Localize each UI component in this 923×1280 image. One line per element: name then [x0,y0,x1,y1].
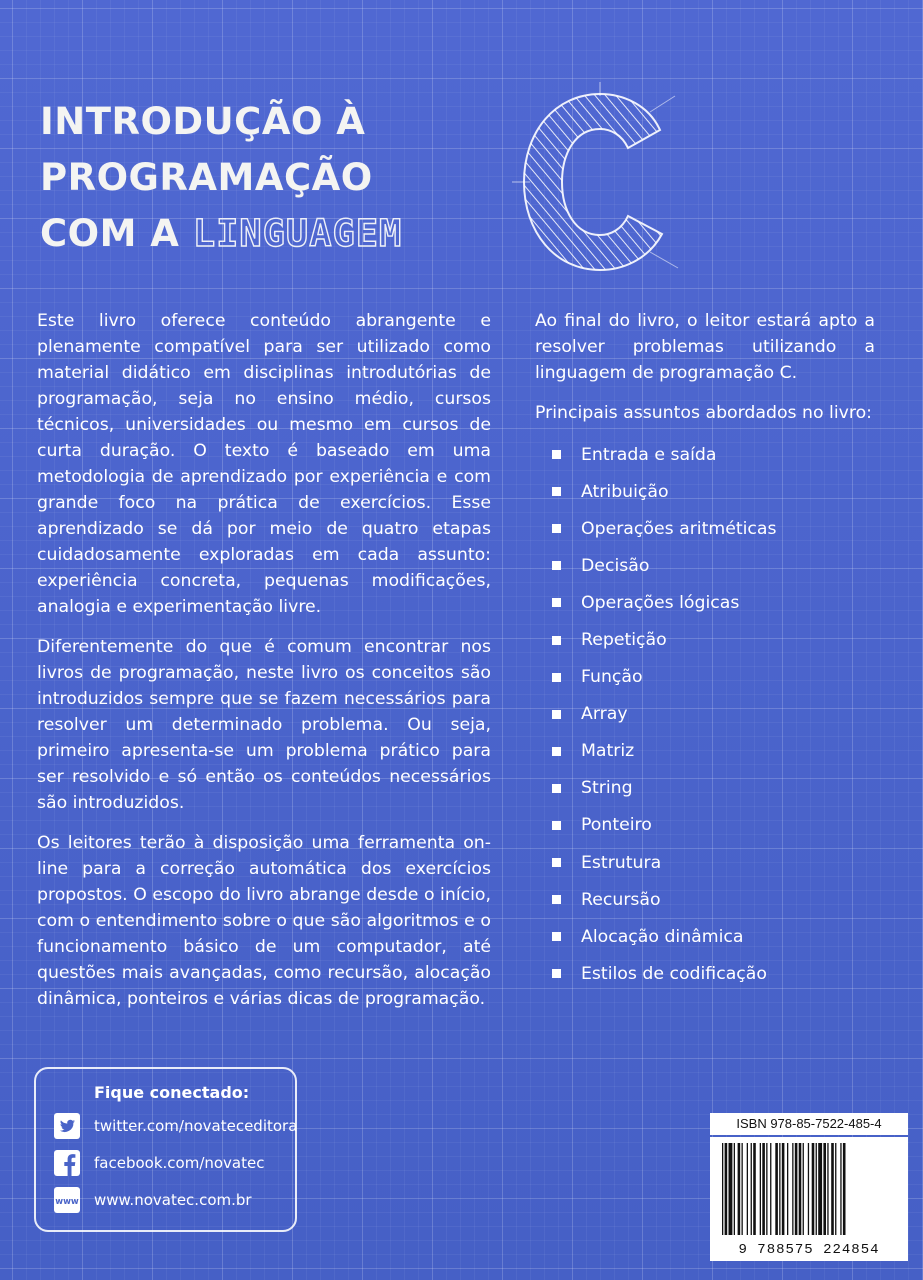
topic-label: Função [581,667,643,688]
bullet-square-icon [552,747,561,756]
barcode-bar [742,1143,743,1235]
title-line-1: INTRODUÇÃO À [40,100,366,143]
barcode-bar [779,1143,780,1235]
topic-label: Entrada e saída [581,444,717,465]
topic-label: Estrutura [581,852,662,873]
topic-label: Array [581,704,628,725]
topics-list [535,436,875,992]
topic-label: Atribuição [581,481,669,502]
barcode-bar [738,1143,741,1235]
topic-label: Alocação dinâmica [581,926,744,947]
list-item [535,844,875,881]
barcode [710,1137,908,1261]
list-item [535,807,875,844]
description-paragraph-3: Os leitores terão à disposição uma ferramenta on-line para a correção automática dos exercícios propostos. O escopo do livro abrange desde o início, com o entendimento sobre o que são algoritmos e o funcionamento básico de um computador, até questões mais avançadas, como recursão, alocação dinâmica, ponteiros e várias dicas de programação. [37,833,491,1009]
topic-label: Operações lógicas [581,592,740,613]
bullet-square-icon [552,969,561,978]
barcode-bar [812,1143,815,1235]
bullet-square-icon [552,821,561,830]
website-url: www.novatec.com.br [94,1191,252,1209]
title-handwritten-word: LINGUAGEM [192,212,403,255]
bullet-square-icon [552,858,561,867]
bullet-square-icon [552,673,561,682]
title-line-2: PROGRAMAÇÃO [40,156,373,199]
isbn-block [710,1113,910,1263]
title-line-3-prefix: COM A [40,212,193,255]
barcode-bar [795,1143,798,1235]
list-item [535,621,875,658]
topic-label: Matriz [581,741,635,762]
bullet-square-icon [552,710,561,719]
bullet-square-icon [552,784,561,793]
barcode-bar [782,1143,785,1235]
topic-label: Decisão [581,555,650,576]
topic-label: Estilos de codificação [581,963,767,984]
bullet-square-icon [552,895,561,904]
barcode-bar [827,1143,828,1235]
www-badge-text: www [55,1197,79,1207]
facebook-url: facebook.com/novatec [94,1154,265,1172]
barcode-bar [792,1143,793,1235]
list-item [535,473,875,510]
barcode-bar [753,1143,756,1235]
barcode-bar [722,1143,723,1235]
barcode-bar [775,1143,778,1235]
list-item [535,881,875,918]
list-item [535,955,875,992]
social-box-title: Fique conectado: [94,1083,250,1102]
topic-label: Ponteiro [581,815,652,836]
barcode-bar [729,1143,733,1235]
sketched-letter-c-logo [510,82,685,282]
list-item [535,584,875,621]
bullet-square-icon [552,487,561,496]
barcode-bar [751,1143,752,1235]
social-links-box [34,1067,297,1232]
barcode-bar [808,1143,809,1235]
barcode-bar [831,1143,834,1235]
topic-label: Recursão [581,889,661,910]
list-item [535,659,875,696]
outcome-paragraph: Ao final do livro, o leitor estará apto a resolver problemas utilizando a linguagem de programação C. [535,311,875,383]
bullet-square-icon [552,524,561,533]
barcode-bar [799,1143,802,1235]
barcode-bar [725,1143,728,1235]
isbn-label: ISBN 978-85-7522-485-4 [710,1113,908,1135]
barcode-bar [747,1143,748,1235]
barcode-bars [720,1143,898,1235]
barcode-bar [787,1143,788,1235]
barcode-bar [770,1143,771,1235]
topic-label: String [581,778,633,799]
bullet-square-icon [552,636,561,645]
list-item [535,733,875,770]
facebook-icon [54,1150,80,1176]
www-icon [54,1187,80,1213]
facebook-link[interactable] [54,1150,264,1176]
topic-label: Operações aritméticas [581,518,777,539]
barcode-bar [766,1143,767,1235]
list-item [535,696,875,733]
list-item [535,510,875,547]
barcode-bar [734,1143,735,1235]
barcode-digits: 9 788575 224854 [738,1242,880,1258]
barcode-bar [835,1143,836,1235]
barcode-bar [760,1143,761,1235]
barcode-bar [823,1143,826,1235]
topics-heading: Principais assuntos abordados no livro: [535,403,872,423]
barcode-bar [840,1143,841,1235]
topic-label: Repetição [581,630,667,651]
barcode-bar [843,1143,846,1235]
description-column [37,308,491,1026]
list-item [535,436,875,473]
barcode-bar [762,1143,765,1235]
list-item [535,547,875,584]
twitter-link[interactable] [54,1113,297,1139]
bullet-square-icon [552,561,561,570]
bullet-square-icon [552,450,561,459]
barcode-bar [803,1143,804,1235]
barcode-bar [818,1143,822,1235]
description-paragraph-1: Este livro oferece conteúdo abrangente e plenamente compatível para ser utilizado como material didático em disciplinas introdutórias de programação, seja no ensino médio, cursos técnicos, universidades ou mesmo em cursos de curta duração. O texto é baseado em uma metodologia de aprendizado por experiência e com grande foco na prática de exercícios. Esse aprendizado se dá por meio de quatro etapas cuidadosamente exploradas em cada assunto: experiência concreta, pequenas modificações, analogia e experimentação livre. [37,311,491,617]
twitter-icon [54,1113,80,1139]
twitter-url: twitter.com/novateceditora [94,1117,298,1135]
list-item [535,918,875,955]
description-paragraph-2: Diferentemente do que é comum encontrar nos livros de programação, neste livro os conceitos são introduzidos sempre que se fazem necessários para resolver um determinado problema. Ou seja, primeiro apresenta-se um problema prático para ser resolvido e só então os conteúdos necessários são introduzidos. [37,637,491,813]
list-item [535,770,875,807]
book-title [40,94,500,262]
bullet-square-icon [552,598,561,607]
bullet-square-icon [552,932,561,941]
website-link[interactable] [54,1187,252,1213]
title-line-3 [40,206,500,262]
barcode-bar [816,1143,817,1235]
topics-column [535,308,875,992]
